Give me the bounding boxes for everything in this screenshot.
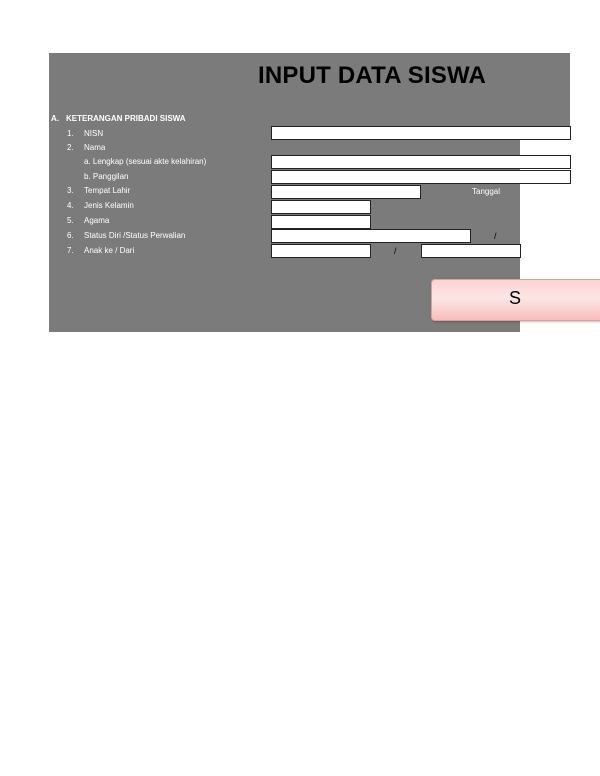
- nisn-input[interactable]: [271, 126, 571, 140]
- tempat-lahir-input[interactable]: [271, 185, 421, 199]
- row-number: 3.: [67, 186, 74, 195]
- label-nama-panggilan: b. Panggilan: [84, 172, 129, 181]
- label-anak-ke: Anak ke / Dari: [84, 246, 135, 255]
- agama-input[interactable]: [271, 215, 371, 229]
- save-button-label: S: [509, 288, 522, 308]
- row-number: 7.: [67, 246, 74, 255]
- section-letter: A.: [51, 114, 59, 123]
- label-nama-lengkap: a. Lengkap (sesuai akte kelahiran): [84, 157, 207, 166]
- label-agama: Agama: [84, 216, 110, 225]
- row-number: 1.: [67, 129, 74, 138]
- section-title: KETERANGAN PRIBADI SISWA: [66, 114, 186, 123]
- dari-input[interactable]: [421, 244, 521, 258]
- nama-panggilan-input[interactable]: [271, 170, 571, 184]
- form-panel-extension: [520, 53, 570, 126]
- label-nama: Nama: [84, 143, 106, 152]
- label-status-diri: Status Diri /Status Perwalian: [84, 231, 186, 240]
- anak-separator: /: [394, 246, 397, 256]
- nama-lengkap-input[interactable]: [271, 155, 571, 169]
- status-diri-input[interactable]: [271, 229, 471, 243]
- jenis-kelamin-input[interactable]: [271, 200, 371, 214]
- label-tempat-lahir: Tempat Lahir: [84, 186, 131, 195]
- label-jenis-kelamin: Jenis Kelamin: [84, 201, 134, 210]
- row-number: 6.: [67, 231, 74, 240]
- row-number: 5.: [67, 216, 74, 225]
- status-separator: /: [494, 231, 497, 241]
- label-tanggal: Tanggal: [472, 187, 501, 196]
- page-title: INPUT DATA SISWA: [258, 62, 487, 89]
- anak-ke-input[interactable]: [271, 244, 371, 258]
- label-nisn: NISN: [84, 129, 104, 138]
- row-number: 2.: [67, 143, 74, 152]
- row-number: 4.: [67, 201, 74, 210]
